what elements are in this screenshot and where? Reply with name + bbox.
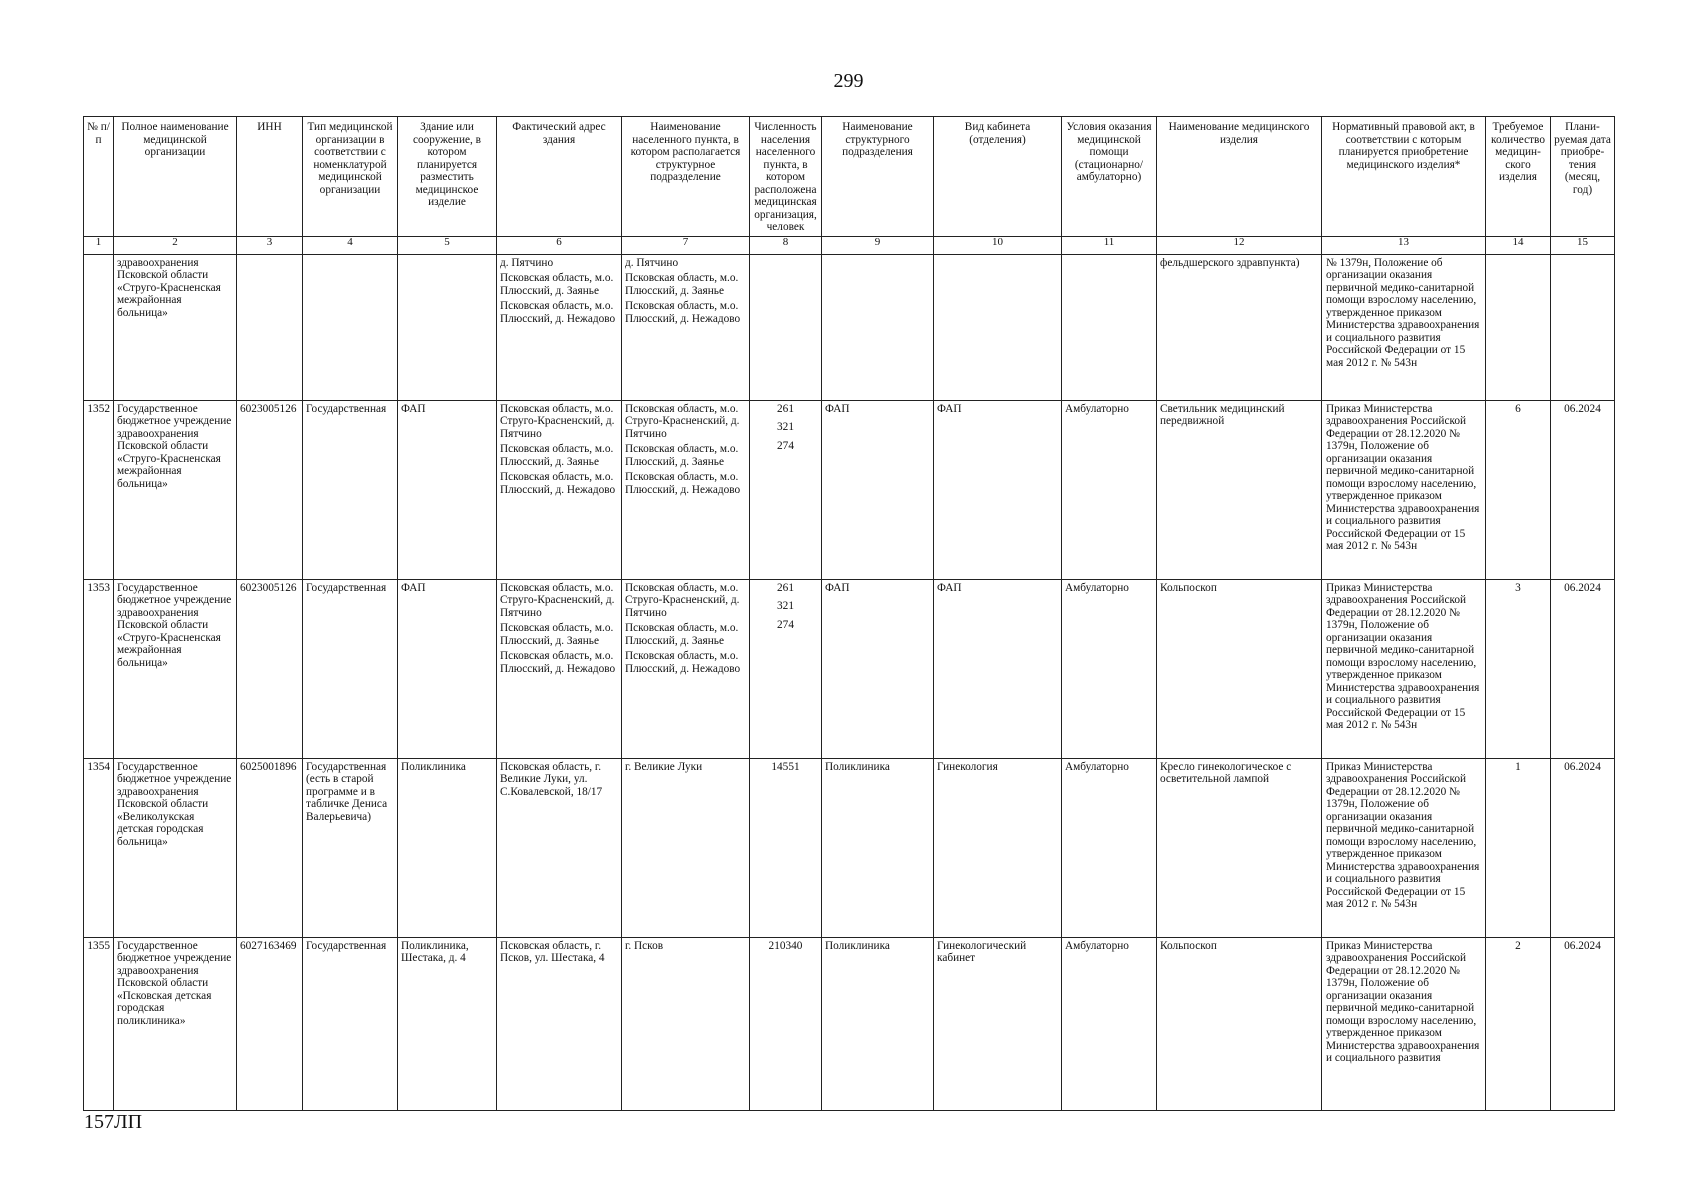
cell-date: 06.2024 [1551, 937, 1615, 1110]
cell-type: Государственная [303, 937, 398, 1110]
column-number: 14 [1486, 236, 1551, 254]
cell-conditions: Амбулаторно [1062, 400, 1157, 579]
header-cell: Плани-руемая дата приобре-тения (месяц, год) [1551, 117, 1615, 237]
cell-settlement [622, 254, 750, 400]
cell-num: 1354 [84, 758, 114, 937]
table-row-continuation [84, 254, 1615, 400]
cell-conditions: Амбулаторно [1062, 758, 1157, 937]
cell-subdivision: ФАП [822, 400, 934, 579]
cell-building: ФАП [398, 579, 497, 758]
settlement-line: Псковская область, м.о. Плюсский, д. Нежадово [625, 471, 741, 496]
column-number: 9 [822, 236, 934, 254]
header-cell: Нормативный правовой акт, в соответствии с которым планируется приобретение медицинского изделия* [1322, 117, 1486, 237]
cell-org: Государственное бюджетное учреждение здравоохранения Псковской области «Псковская детская городская поликлиника» [114, 937, 237, 1110]
cell-org: Государственное бюджетное учреждение здравоохранения Псковской области «Струго-Красненская межрайонная больница» [114, 579, 237, 758]
cell-subdivision: ФАП [822, 579, 934, 758]
cell-inn [237, 254, 303, 400]
cell-address [497, 937, 622, 1110]
settlement-line: г. Псков [625, 939, 664, 952]
cell-inn: 6023005126 [237, 579, 303, 758]
header-cell: № п/п [84, 117, 114, 237]
column-number-row [84, 236, 1615, 254]
address-line: Псковская область, м.о. Струго-Красненский, д. Пятчино [500, 402, 615, 440]
column-number: 6 [497, 236, 622, 254]
cell-address [497, 758, 622, 937]
address-line: Псковская область, г. Великие Луки, ул. С.Ковалевской, 18/17 [500, 760, 603, 798]
address-line: д. Пятчино [500, 256, 554, 269]
settlement-line: Псковская область, м.о. Плюсский, д. Нежадово [625, 300, 741, 325]
cell-address [497, 579, 622, 758]
header-cell: Вид кабинета (отделения) [934, 117, 1062, 237]
column-number: 4 [303, 236, 398, 254]
cell-building [398, 254, 497, 400]
cell-num [84, 254, 114, 400]
header-cell: Требуемое количество медицин-ского изделия [1486, 117, 1551, 237]
settlement-line: Псковская область, м.о. Плюсский, д. Нежадово [625, 650, 741, 675]
cell-law: Приказ Министерства здравоохранения Российской Федерации от 28.12.2020 № 1379н, Положение об организации оказания первичной медико-санитарной помощи взрослому населению, утвержденное приказом Министерства здравоохранения и социального развития Российской Федерации от 15 мая 2012 г. № 543н [1322, 400, 1486, 579]
cell-date: 06.2024 [1551, 579, 1615, 758]
cell-building: Поликлиника, Шестака, д. 4 [398, 937, 497, 1110]
column-number: 3 [237, 236, 303, 254]
cell-qty: 3 [1486, 579, 1551, 758]
settlement-line: Псковская область, м.о. Плюсский, д. Заянье [625, 622, 739, 647]
address-line: Псковская область, м.о. Струго-Красненский, д. Пятчино [500, 581, 615, 619]
cell-law: Приказ Министерства здравоохранения Российской Федерации от 28.12.2020 № 1379н, Положение об организации оказания первичной медико-санитарной помощи взрослому населению, утвержденное приказом Министерства здравоохранения и социального развития Российской Федерации от 15 мая 2012 г. № 543н [1322, 579, 1486, 758]
cell-date: 06.2024 [1551, 400, 1615, 579]
cell-settlement [622, 579, 750, 758]
column-number: 13 [1322, 236, 1486, 254]
population-value: 321 [777, 600, 794, 612]
cell-inn: 6023005126 [237, 400, 303, 579]
cell-date [1551, 254, 1615, 400]
cell-device: фельдшерского здравпункта) [1157, 254, 1322, 400]
table-row [84, 400, 1615, 579]
cell-type: Государственная [303, 579, 398, 758]
header-cell: ИНН [237, 117, 303, 237]
header-cell: Условия оказания медицинской помощи (стационарно/ амбулаторно) [1062, 117, 1157, 237]
cell-settlement [622, 400, 750, 579]
cell-cabinet [934, 254, 1062, 400]
cell-device: Кресло гинекологическое с осветительной лампой [1157, 758, 1322, 937]
population-value: 261 [777, 402, 794, 415]
cell-settlement [622, 758, 750, 937]
header-cell: Численность населения населенного пункта, в котором расположена медицинская организация, человек [750, 117, 822, 237]
equipment-table [83, 116, 1615, 1111]
cell-settlement [622, 937, 750, 1110]
cell-cabinet: Гинекологический кабинет [934, 937, 1062, 1110]
cell-type: Государственная (есть в старой программе и в табличке Дениса Валерьевича) [303, 758, 398, 937]
cell-law: № 1379н, Положение об организации оказания первичной медико-санитарной помощи взрослому населению, утвержденное приказом Министерства здравоохранения и социального развития Российской Федерации от 15 мая 2012 г. № 543н [1322, 254, 1486, 400]
cell-qty: 6 [1486, 400, 1551, 579]
cell-conditions: Амбулаторно [1062, 937, 1157, 1110]
address-line: Псковская область, м.о. Плюсский, д. Заянье [500, 443, 614, 468]
settlement-line: Псковская область, м.о. Струго-Красненский, д. Пятчино [625, 581, 740, 619]
address-line: Псковская область, м.о. Плюсский, д. Нежадово [500, 650, 616, 675]
header-cell: Наименование населенного пункта, в котором располагается структурное подразделение [622, 117, 750, 237]
header-cell: Фактический адрес здания [497, 117, 622, 237]
cell-subdivision: Поликлиника [822, 758, 934, 937]
header-cell: Здание или сооружение, в котором планируется разместить медицинское изделие [398, 117, 497, 237]
cell-building: ФАП [398, 400, 497, 579]
cell-population [750, 400, 822, 579]
cell-num: 1353 [84, 579, 114, 758]
cell-org: Государственное бюджетное учреждение здравоохранения Псковской области «Великолукская детская городская больница» [114, 758, 237, 937]
settlement-line: Псковская область, м.о. Плюсский, д. Заянье [625, 272, 739, 297]
cell-population [750, 758, 822, 937]
cell-date: 06.2024 [1551, 758, 1615, 937]
cell-num: 1355 [84, 937, 114, 1110]
cell-conditions: Амбулаторно [1062, 579, 1157, 758]
address-line: Псковская область, м.о. Плюсский, д. Заянье [500, 272, 614, 297]
cell-num: 1352 [84, 400, 114, 579]
population-value: 274 [777, 439, 794, 452]
column-number: 11 [1062, 236, 1157, 254]
header-cell: Тип медицинской организации в соответствии с номенклатурой медицинской организации [303, 117, 398, 237]
cell-cabinet: ФАП [934, 579, 1062, 758]
settlement-line: Псковская область, м.о. Струго-Красненский, д. Пятчино [625, 402, 740, 440]
cell-qty: 1 [1486, 758, 1551, 937]
cell-cabinet: ФАП [934, 400, 1062, 579]
cell-building: Поликлиника [398, 758, 497, 937]
cell-law: Приказ Министерства здравоохранения Российской Федерации от 28.12.2020 № 1379н, Положение об организации оказания первичной медико-санитарной помощи взрослому населению, утвержденное приказом Министерства здравоохранения и социального развития Российской Федерации от 15 мая 2012 г. № 543н [1322, 758, 1486, 937]
population-value: 14551 [771, 760, 800, 773]
cell-inn: 6027163469 [237, 937, 303, 1110]
population-value: 274 [777, 618, 794, 631]
column-number: 5 [398, 236, 497, 254]
settlement-line: Псковская область, м.о. Плюсский, д. Заянье [625, 443, 739, 468]
address-line: Псковская область, м.о. Плюсский, д. Нежадово [500, 471, 616, 496]
address-line: Псковская область, г. Псков, ул. Шестака, 4 [500, 939, 605, 964]
column-number: 15 [1551, 236, 1615, 254]
header-cell: Полное наименование медицинской организации [114, 117, 237, 237]
cell-population [750, 254, 822, 400]
cell-address [497, 254, 622, 400]
cell-org: здравоохранения Псковской области «Струго-Красненская межрайонная больница» [114, 254, 237, 400]
settlement-line: д. Пятчино [625, 256, 679, 269]
header-cell: Наименование структурного подразделения [822, 117, 934, 237]
table-row [84, 937, 1615, 1110]
table-row [84, 579, 1615, 758]
document-code: 157ЛП [84, 1111, 143, 1133]
column-number: 12 [1157, 236, 1322, 254]
population-value: 210340 [768, 939, 803, 952]
column-number: 2 [114, 236, 237, 254]
table-header-row [84, 117, 1615, 237]
cell-population [750, 937, 822, 1110]
cell-type: Государственная [303, 400, 398, 579]
cell-device: Кольпоскоп [1157, 937, 1322, 1110]
population-value: 261 [777, 581, 794, 594]
table-row [84, 758, 1615, 937]
header-cell: Наименование медицинского изделия [1157, 117, 1322, 237]
page-number: 299 [833, 70, 864, 92]
cell-type [303, 254, 398, 400]
cell-conditions [1062, 254, 1157, 400]
cell-cabinet: Гинекология [934, 758, 1062, 937]
column-number: 8 [750, 236, 822, 254]
column-number: 1 [84, 236, 114, 254]
population-value: 321 [777, 421, 794, 433]
cell-device: Светильник медицинский передвижной [1157, 400, 1322, 579]
column-number: 7 [622, 236, 750, 254]
cell-subdivision: Поликлиника [822, 937, 934, 1110]
cell-subdivision [822, 254, 934, 400]
cell-qty [1486, 254, 1551, 400]
cell-population [750, 579, 822, 758]
cell-law: Приказ Министерства здравоохранения Российской Федерации от 28.12.2020 № 1379н, Положение об организации оказания первичной медико-санитарной помощи взрослому населению, утвержденное приказом Министерства здравоохранения и социального развития [1322, 937, 1486, 1110]
cell-org: Государственное бюджетное учреждение здравоохранения Псковской области «Струго-Красненская межрайонная больница» [114, 400, 237, 579]
cell-address [497, 400, 622, 579]
cell-inn: 6025001896 [237, 758, 303, 937]
cell-device: Кольпоскоп [1157, 579, 1322, 758]
column-number: 10 [934, 236, 1062, 254]
settlement-line: г. Великие Луки [625, 760, 703, 773]
address-line: Псковская область, м.о. Плюсский, д. Заянье [500, 622, 614, 647]
cell-qty: 2 [1486, 937, 1551, 1110]
address-line: Псковская область, м.о. Плюсский, д. Нежадово [500, 300, 616, 325]
